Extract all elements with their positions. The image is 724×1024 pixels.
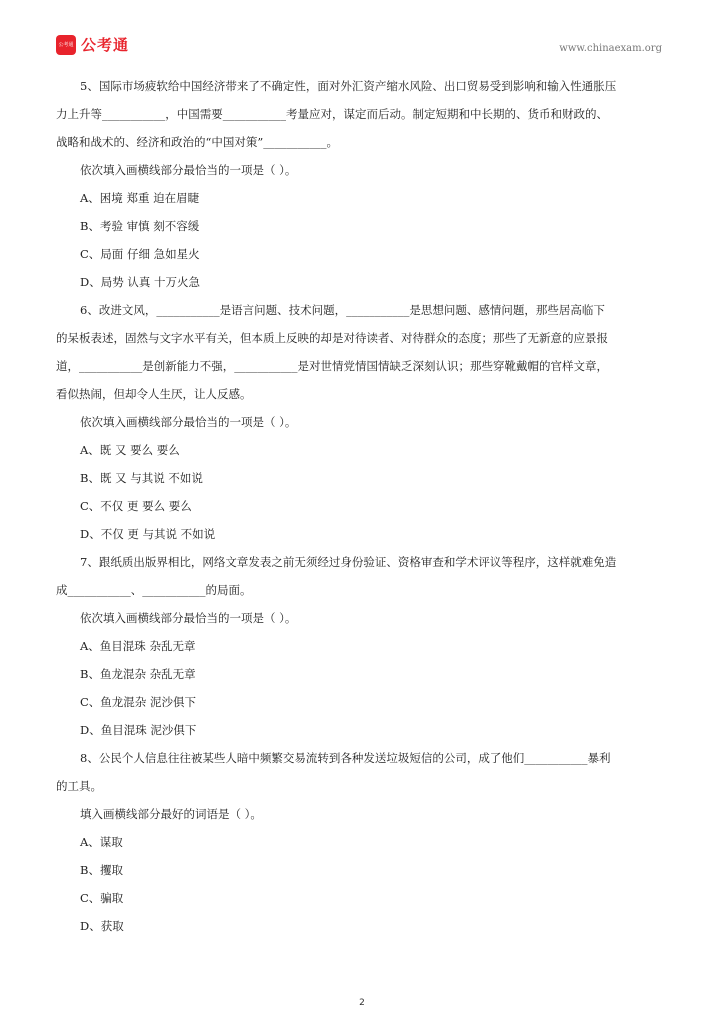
option-d: D、不仅 更 与其说 不如说 [80,527,216,541]
question-stem-line: 8、公民个人信息往往被某些人暗中频繁交易流转到各种发送垃圾短信的公司，成了他们___________暴利 [80,751,611,765]
question-6 [56,296,668,548]
question-stem-line: 6、改进文风，___________是语言问题、技术问题，___________是思想问题、感情问题，那些居高临下 [80,303,605,317]
site-url: www.chinaexam.org [559,43,662,54]
option-b: B、鱼龙混杂 杂乱无章 [80,667,196,681]
question-stem-line: 力上升等___________，中国需要___________考量应对，谋定而后动。制定短期和中长期的、货币和财政的、 [56,107,608,121]
question-stem-line: 道，___________是创新能力不强，___________是对世情党情国情缺乏深刻认识；那些穿靴戴帽的官样文章， [56,359,608,373]
option-a: A、既 又 要么 要么 [80,443,180,457]
option-b: B、既 又 与其说 不如说 [80,471,203,485]
logo [56,34,129,55]
question-stem-line: 看似热闹，但却令人生厌，让人反感。 [56,387,252,401]
option-c: C、不仅 更 要么 要么 [80,499,192,513]
option-b: B、攫取 [80,863,123,877]
document-body [56,72,668,940]
logo-badge-icon: 公考通 [56,35,76,55]
option-a: A、谋取 [80,835,123,849]
option-c: C、鱼龙混杂 泥沙俱下 [80,695,196,709]
option-c: C、骗取 [80,891,124,905]
question-stem-line: 战略和战术的、经济和政治的“中国对策”___________。 [56,135,339,149]
option-d: D、局势 认真 十万火急 [80,275,201,289]
question-prompt: 依次填入画横线部分最恰当的一项是（ ）。 [80,163,297,177]
question-prompt: 填入画横线部分最好的词语是（ ）。 [80,807,262,821]
question-stem-line: 7、跟纸质出版界相比，网络文章发表之前无须经过身份验证、资格审查和学术评议等程序，这样就难免造 [80,555,617,569]
option-b: B、考验 审慎 刻不容缓 [80,219,200,233]
page-header [56,34,666,58]
question-5 [56,72,668,296]
option-a: A、困境 郑重 迫在眉睫 [80,191,200,205]
option-d: D、获取 [80,919,124,933]
question-prompt: 依次填入画横线部分最恰当的一项是（ ）。 [80,415,297,429]
question-7 [56,548,668,744]
option-a: A、鱼目混珠 杂乱无章 [80,639,196,653]
option-c: C、局面 仔细 急如星火 [80,247,200,261]
question-stem-line: 的呆板表述，固然与文字水平有关，但本质上反映的却是对待读者、对待群众的态度；那些了无新意的应景报 [56,331,608,345]
question-stem-line: 成___________、___________的局面。 [56,583,252,597]
logo-text: 公考通 [81,36,130,54]
page-number: 2 [359,998,365,1008]
question-stem-line: 的工具。 [56,779,102,793]
option-d: D、鱼目混珠 泥沙俱下 [80,723,197,737]
question-8 [56,744,668,940]
question-prompt: 依次填入画横线部分最恰当的一项是（ ）。 [80,611,297,625]
question-stem-line: 5、国际市场疲软给中国经济带来了不确定性，面对外汇资产缩水风险、出口贸易受到影响和输入性通胀压 [80,79,617,93]
